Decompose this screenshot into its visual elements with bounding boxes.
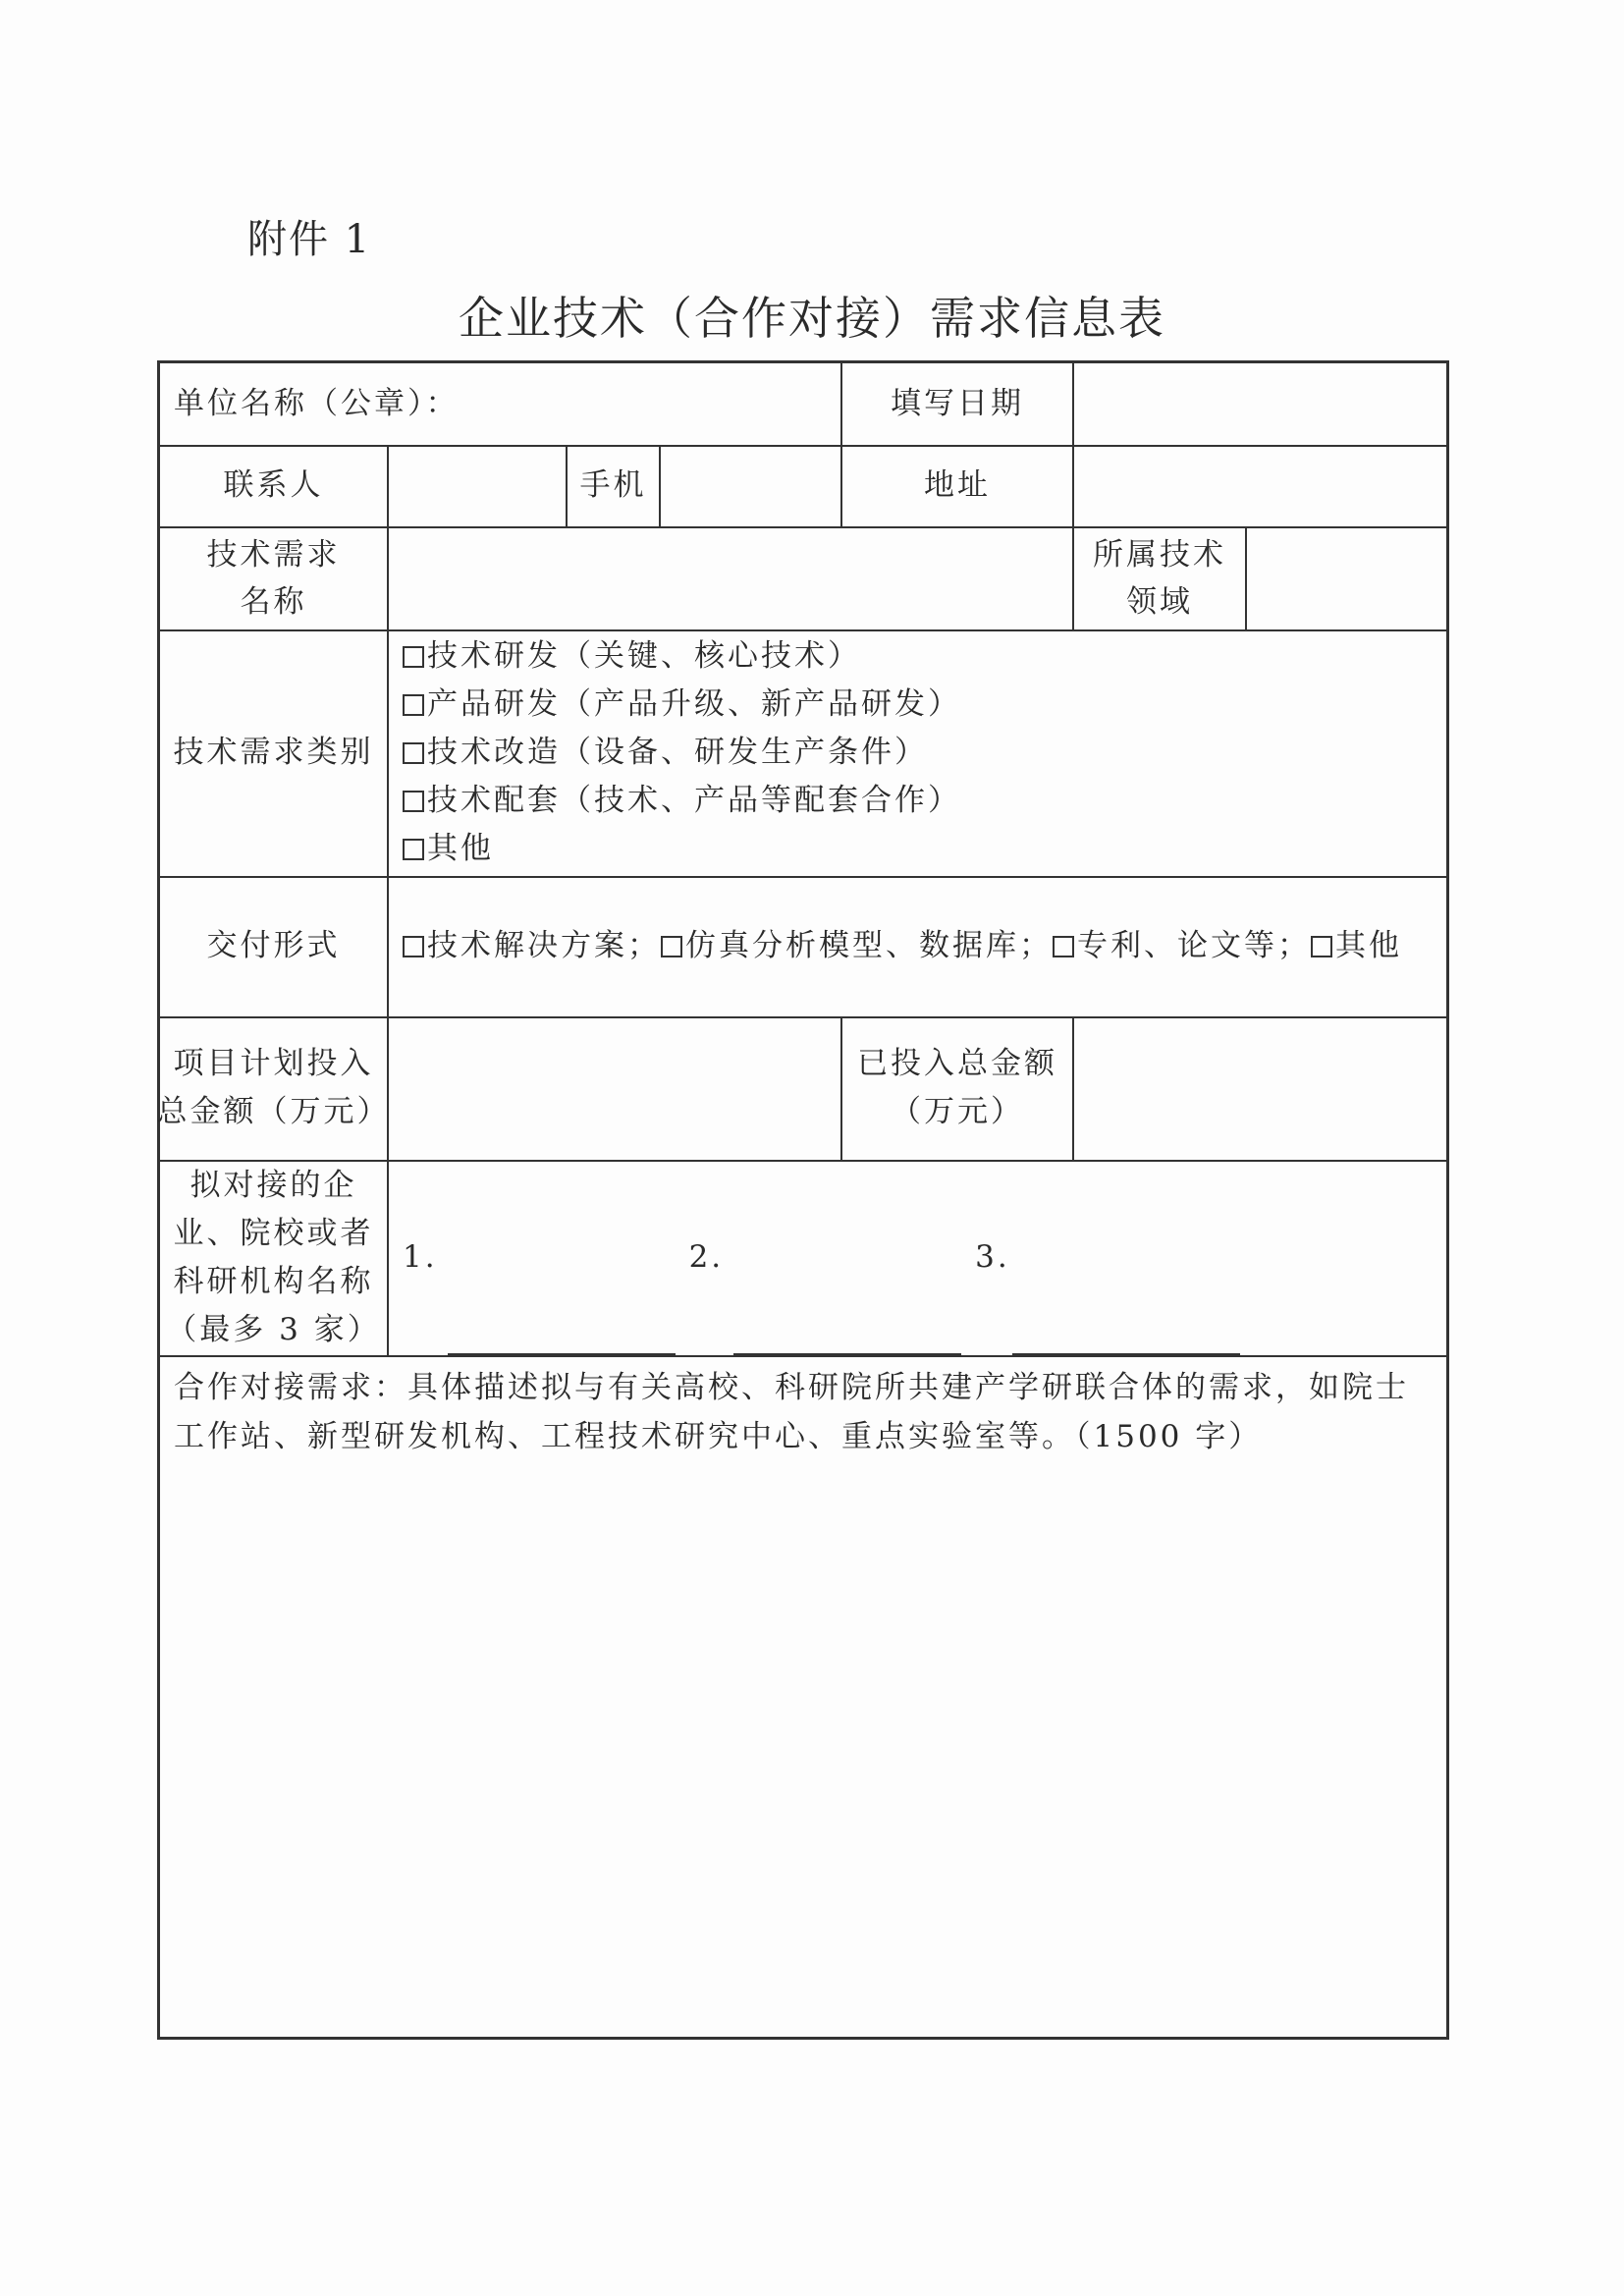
category-option-support[interactable]: 技术配套（技术、产品等配套合作） bbox=[403, 777, 961, 825]
mobile-label: 手机 bbox=[579, 467, 647, 503]
checkbox-icon[interactable] bbox=[403, 791, 424, 812]
delivery-option-model[interactable]: 仿真分析模型、数据库； bbox=[661, 928, 1053, 963]
row-divider bbox=[160, 1355, 1446, 1357]
attachment-label: 附件 1 bbox=[247, 217, 372, 262]
partner-slot-2-number: 2. bbox=[688, 1239, 725, 1275]
delivery-options bbox=[403, 876, 1402, 1016]
planned-investment-label bbox=[156, 1016, 391, 1160]
category-option-rnd[interactable]: 技术研发（关键、核心技术） bbox=[403, 632, 861, 681]
category-options bbox=[403, 629, 961, 876]
partner-slot-3-number: 3. bbox=[975, 1239, 1010, 1275]
demand-name-label-line1: 技术需求 bbox=[206, 536, 341, 573]
checkbox-icon[interactable] bbox=[403, 694, 424, 716]
cooperation-requirement-field[interactable] bbox=[162, 1468, 1444, 2033]
fill-date-label: 填写日期 bbox=[891, 386, 1024, 421]
partner-slot-2-field[interactable] bbox=[733, 1324, 961, 1355]
partner-slots bbox=[403, 1160, 1254, 1355]
fill-date-field[interactable] bbox=[1074, 363, 1446, 445]
delivery-option-patent[interactable]: 专利、论文等； bbox=[1053, 928, 1311, 963]
partner-label bbox=[160, 1160, 387, 1355]
invested-amount-label bbox=[842, 1016, 1072, 1160]
demand-name-field[interactable] bbox=[389, 528, 1072, 629]
partner-label-line4: （最多 3 家） bbox=[166, 1311, 381, 1347]
checkbox-icon[interactable] bbox=[661, 936, 682, 957]
address-label: 地址 bbox=[924, 467, 991, 503]
checkbox-icon[interactable] bbox=[403, 839, 424, 860]
category-label: 技术需求类别 bbox=[173, 735, 374, 770]
demand-name-label-line2: 名称 bbox=[240, 583, 307, 620]
planned-investment-label-line2: 总金额（万元） bbox=[156, 1094, 391, 1129]
tech-field-label bbox=[1074, 526, 1245, 629]
unit-name-label: 单位名称（公章）： bbox=[174, 386, 460, 421]
checkbox-icon[interactable] bbox=[403, 646, 424, 668]
delivery-label: 交付形式 bbox=[206, 928, 341, 963]
category-option-product[interactable]: 产品研发（产品升级、新产品研发） bbox=[403, 681, 961, 729]
partner-slot-1-number: 1. bbox=[403, 1239, 438, 1275]
document-title: 企业技术（合作对接）需求信息表 bbox=[459, 292, 1165, 345]
planned-investment-field[interactable] bbox=[389, 1018, 840, 1160]
checkbox-icon[interactable] bbox=[403, 936, 424, 957]
planned-investment-label-line1: 项目计划投入 bbox=[173, 1046, 374, 1081]
checkbox-icon[interactable] bbox=[1053, 936, 1074, 957]
col-divider bbox=[387, 1160, 389, 1355]
tech-field-label-line1: 所属技术 bbox=[1093, 536, 1226, 573]
tech-field-label-line2: 领域 bbox=[1126, 583, 1193, 620]
invested-amount-field[interactable] bbox=[1074, 1018, 1446, 1160]
invested-amount-label-line1: 已投入总金额 bbox=[857, 1046, 1057, 1081]
checkbox-icon[interactable] bbox=[403, 742, 424, 764]
category-option-other[interactable]: 其他 bbox=[403, 825, 494, 873]
checkbox-icon[interactable] bbox=[1311, 936, 1332, 957]
contact-field[interactable] bbox=[389, 447, 566, 526]
invested-amount-label-line2: （万元） bbox=[891, 1094, 1024, 1129]
delivery-option-solution[interactable]: 技术解决方案； bbox=[403, 928, 661, 963]
mobile-field[interactable] bbox=[661, 447, 840, 526]
delivery-option-other[interactable]: 其他 bbox=[1311, 928, 1402, 963]
partner-label-line2: 业、院校或者 bbox=[173, 1215, 374, 1251]
partner-slot-3-field[interactable] bbox=[1012, 1324, 1240, 1355]
demand-form-table bbox=[157, 360, 1449, 2040]
partner-label-line3: 科研机构名称 bbox=[173, 1263, 374, 1299]
address-field[interactable] bbox=[1074, 447, 1446, 526]
contact-label: 联系人 bbox=[223, 467, 324, 503]
col-divider bbox=[387, 629, 389, 1016]
category-option-upgrade[interactable]: 技术改造（设备、研发生产条件） bbox=[403, 729, 928, 777]
tech-field-input[interactable] bbox=[1247, 528, 1446, 629]
cooperation-requirement-text: 合作对接需求：具体描述拟与有关高校、科研院所共建产学研联合体的需求，如院士工作站、新型研发机构、工程技术研究中心、重点实验室等。（1500 字） bbox=[174, 1370, 1409, 1454]
partner-slot-1-field[interactable] bbox=[448, 1324, 676, 1355]
demand-name-label bbox=[160, 526, 387, 629]
partner-label-line1: 拟对接的企 bbox=[189, 1167, 357, 1203]
